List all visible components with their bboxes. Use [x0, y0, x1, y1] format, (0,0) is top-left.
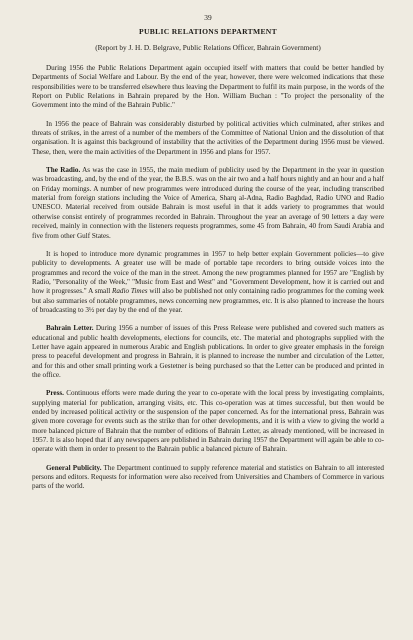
- paragraph-text: In 1956 the peace of Bahrain was considerably disturbed by political activities which culminated, after strikes and threats of strikes, in the arrest of a number of the members of the Committee of National Union and the dissolution of that organisation. It is against this background of instability that the activities of the Department during 1956 must be viewed. These, then, were the main activities of the Department in 1956 and plans for 1957.: [32, 119, 384, 156]
- paragraph-text: During 1956 a number of issues of this Press Release were published and covered such matters as educational and public health developments, elections for councils, etc. The material and photographs supplied with the Letter have again appeared in numerous Arabic and English publications. In order to give greater emphasis in the foreign press to peaceful development and progress in Bahrain, it is planned to increase the number and circulation of the Letter, and for this and other small printing work a Gestetner is being purchased so that the Letter can be produced and printed in the office.: [32, 324, 384, 379]
- report-byline: (Report by J. H. D. Belgrave, Public Relations Officer, Bahrain Government): [95, 43, 321, 52]
- paragraph-bahrain-letter: [32, 324, 384, 380]
- paragraph-text: will also be published not only containing radio programmes for the coming week but also summaries of notable programmes, news concerning new programmes, etc. It is also planned to increase the hours of broadcasting to 3½ per day by the end of the year.: [32, 287, 384, 314]
- paragraph-press: [32, 389, 384, 454]
- paragraph-political-context: [32, 120, 384, 157]
- section-lead-radio: The Radio.: [46, 166, 81, 175]
- paragraph-text: The Department continued to supply reference material and statistics on Bahrain to all interested persons and editors. Requests for information were also received from Universities and Chambers of Commerce in various parts of the world.: [32, 463, 384, 491]
- paragraph-text: Continuous efforts were made during the year to co-operate with the local press by investigating complaints, supplying material for publication, arranging visits, etc. This co-operation was at times successful, but then would be ended by increased political activity or the suspension of the paper concerned. As for the international press, Bahrain was given more coverage for events such as the strike than for other developments, and it is with a view to giving the world a more balanced picture of Bahrain that the number of editions of Bahrain Letter, as already mentioned, will be increased in 1957. It is also hoped that if any newspapers are published in Bahrain during 1957 the Department will again be able to co-operate with them in order to present to the Bahrain public a balanced picture of Bahrain.: [32, 389, 384, 454]
- paragraph-radio: [32, 166, 384, 241]
- paragraph-text: As was the case in 1955, the main medium of publicity used by the Department in the year in question was broadcasting, and, by the end of the year, the B.B.S. was on the air two and a half hours nightly and an hour and a half on Friday mornings. A number of new programmes were introduced during the course of the year, including transcribed material from foreign stations including the Voice of America, Sharq al-Adna, Radio Baghdad, Radio UNO and Radio UNESCO. Material received from outside Bahrain is most useful in that it adds variety to programmes that would otherwise consist entirely of programmes recorded in Bahrain. Throughout the year an average of 90 letters a day were received, mainly in connection with the listeners requests programmes, some 45 from Bahrain, 40 from Saudi Arabia and five from other Gulf States.: [32, 166, 384, 240]
- section-lead-press: Press.: [46, 389, 64, 398]
- paragraph-text: It is hoped to introduce more dynamic programmes in 1957 to help better explain Government policies—to give publicity to developments. A greater use will be made of portable tape recorders to bring outside voices into the programmes and record the voice of the man in the street. Among the new programmes planned for 1957 are "English by Radio, "Personality of the Week," "Music from East and West" and "Government Development, how it is carried out and how it progresses." A small: [32, 249, 384, 296]
- paragraph-radio-plans: [32, 250, 384, 315]
- paragraph-general-publicity: [32, 464, 384, 492]
- section-lead-bahrain-letter: Bahrain Letter.: [46, 324, 94, 333]
- page-title: PUBLIC RELATIONS DEPARTMENT: [139, 27, 277, 36]
- paragraph-intro: [32, 64, 384, 111]
- page-number: 39: [204, 13, 212, 22]
- section-lead-general-publicity: General Publicity.: [46, 463, 102, 472]
- paragraph-text: During 1956 the Public Relations Department again occupied itself with matters that could be better handled by Departments of Social Welfare and Labour. By the end of the year, however, there were welcomed indications that these responsibilities were to be transferred elsewhere thus leaving the Department to fulfil its main purpose, in the words of the Report on Public Relations in Bahrain prepared by the Hon. William Buchan : "To project the personality of the Government into the mind of the Bahrain Public.": [32, 64, 384, 110]
- radio-times-title: Radio Times: [111, 287, 148, 296]
